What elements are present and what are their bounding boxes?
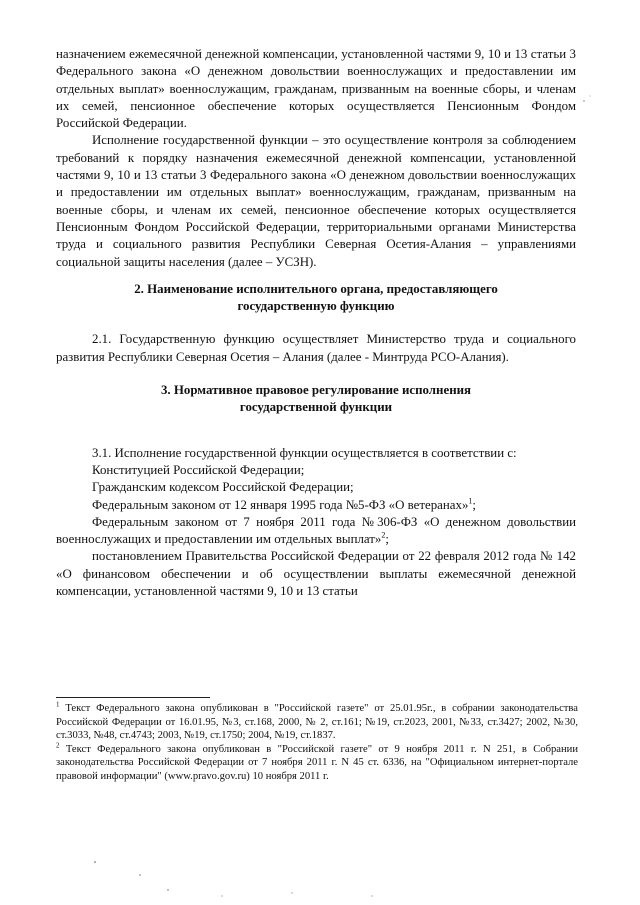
paragraph-3-1: 3.1. Исполнение государственной функции осуществляется в соответствии с: [92,445,517,460]
paragraph-function-definition: Исполнение государственной функции – это осуществление контроля за соблюдением требований к порядку назначения ежемесячной денежной компенсации, установленной частями 9, 10 и 13 статьи 3 Федерального закона «О денежном довольствии военнослужащих и предоставлении им отдельных выплат» военнослужащим, гражданам, призванным на военные сборы, и членам их семей, пенсионное обеспечение которых осуществляется Пенсионным Фондом Российской Федерации, территориальными органами Министерства труда и социального развития Республики Северная Осетия-Алания – управлениями социальной защиты населения (далее – УСЗН). [56,133,576,269]
footnote-2-mark: 2 [56,741,60,750]
section-3-heading-line-2: государственной функции [239,400,393,415]
list-item-constitution: Конституцией Российской Федерации; [92,462,305,477]
allowance-law-text: Федеральным законом от 7 ноября 2011 года №306-ФЗ «О денежном довольствии военнослужащих и предоставлении им отдельных выплат» [56,514,576,547]
list-item-civil-code: Гражданским кодексом Российской Федерации; [92,480,354,495]
footnote-2-text: Текст Федерального закона опубликован в "Российской газете" от 9 ноября 2011 г. N 251, в Собрании законодательства Российской Федерации от 7 ноября 2011 г. N 45 ст. 6336, на "Официальном интернет-портале правовой информации" (www.pravo.gov.ru) 10 ноября 2011 г. [56,743,578,782]
footnote-1-text: Текст Федерального закона опубликован в "Российской газете" от 25.01.95г., в собрании законодательства Российской Федерации от 16.01.95, №3, ст.168, 2000, № 2, ст.161; №19, ст.2023, 2001, №33, ст.3427; 2002, №30, ст.3033, №48, ст.4743; 2003, №19, ст.1750; 2004, №19, ст.1837. [56,703,578,742]
allowance-law-end: ; [385,532,389,547]
section-3-heading-line-1: 3. Нормативное правовое регулирование исполнения [160,383,472,398]
paragraph-compensation-continued: назначением ежемесячной денежной компенсации, установленной частями 9, 10 и 13 статьи 3 Федерального закона «О денежном довольствии военнослужащих и предоставлении им отдельных выплат» военнослужащим, гражданам, призванным на военные сборы, и членам их семей, пенсионное обеспечение которых осуществляется Пенсионным Фондом Российской Федерации. [56,47,576,131]
section-2-heading-line-1: 2. Наименование исполнительного органа, предоставляющего [134,281,498,296]
list-item-government-decree: постановлением Правительства Российской Федерации от 22 февраля 2012 года № 142 «О финансовом обеспечении и об осуществлении выплаты ежемесячной денежной компенсации, установленной частями 9, 10 и 13 статьи [56,549,576,599]
footnote-1-mark: 1 [56,700,60,709]
footnote-ref-2[interactable]: 2 [381,530,386,540]
veterans-law-end: ; [472,497,476,512]
veterans-law-text: Федеральным законом от 12 января 1995 года №5-ФЗ «О ветеранах» [92,497,469,512]
footnote-ref-1[interactable]: 1 [468,496,473,506]
paragraph-2-1: 2.1. Государственную функцию осуществляет Министерство труда и социального развития Республики Северная Осетия – Алания (далее - Минтруда РСО-Алания). [56,332,576,364]
section-2-heading-line-2: государственную функцию [237,299,395,314]
